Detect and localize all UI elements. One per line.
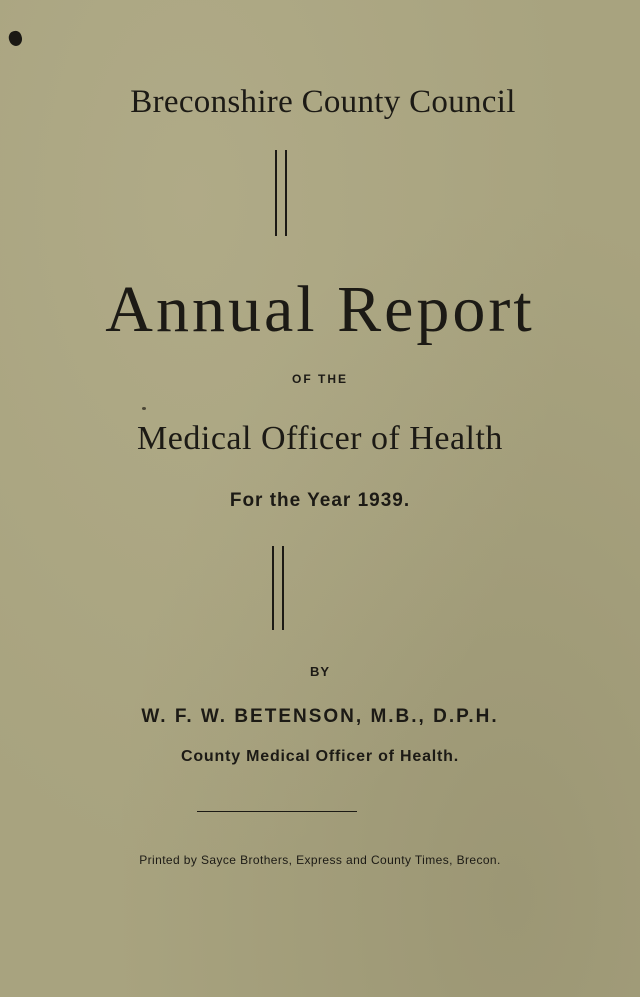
double-rule-middle <box>272 546 284 630</box>
report-year: For the Year 1939. <box>229 490 411 511</box>
horizontal-rule <box>197 811 357 812</box>
ink-blot <box>7 29 24 48</box>
by-label: BY <box>309 664 331 679</box>
paper-speck <box>142 407 146 410</box>
report-title: Annual Report <box>105 273 535 346</box>
double-rule-top <box>275 150 287 236</box>
author-name: W. F. W. BETENSON, M.B., D.P.H. <box>141 706 499 727</box>
council-name: Breconshire County Council <box>130 84 516 120</box>
printer-imprint: Printed by Sayce Brothers, Express and County Times, Brecon. <box>139 853 501 867</box>
officer-title: Medical Officer of Health <box>137 420 503 457</box>
author-position: County Medical Officer of Health. <box>181 748 459 765</box>
of-the-label: OF THE <box>292 372 348 386</box>
